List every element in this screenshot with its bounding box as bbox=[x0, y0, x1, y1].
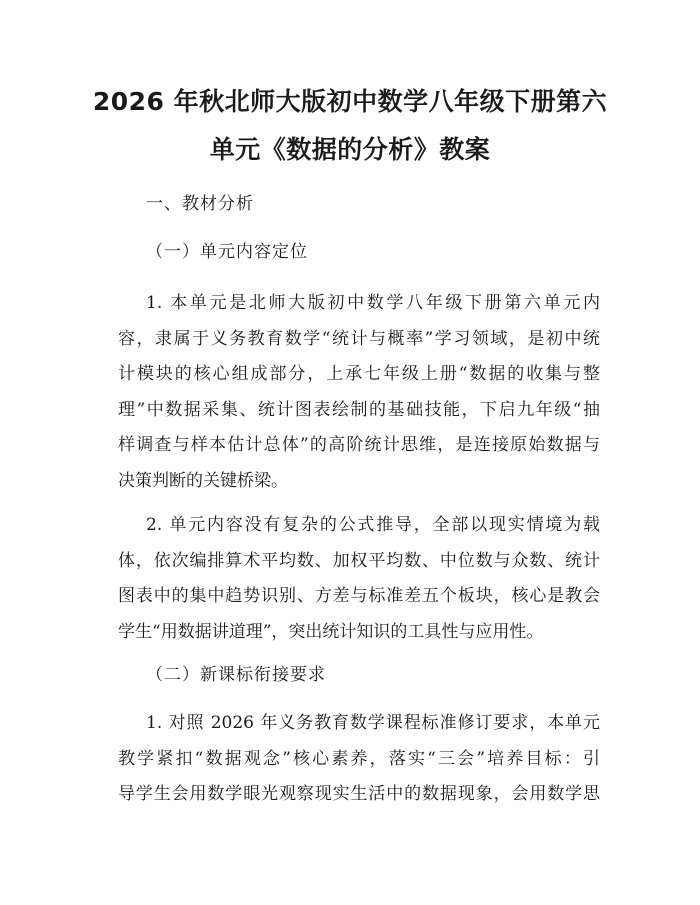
paragraph-line: 容，隶属于义务教育数学“统计与概率”学习领域，是初中统 bbox=[118, 328, 600, 349]
paragraph-line: 计模块的核心组成部分，上承七年级上册“数据的收集与整 bbox=[118, 364, 600, 384]
paragraph-line: 教学紧扣“数据观念”核心素养，落实“三会”培养目标：引 bbox=[118, 748, 600, 769]
paragraph-curriculum-standard-1 bbox=[118, 706, 600, 813]
paragraph-unit-positioning-2 bbox=[118, 508, 600, 650]
paragraph-line: 理”中数据采集、统计图表绘制的基础技能，下启九年级“抽 bbox=[118, 399, 600, 420]
paragraph-line: 2. 单元内容没有复杂的公式推导，全部以现实情境为载 bbox=[146, 515, 600, 535]
paragraph-line: 导学生会用数学眼光观察现实生活中的数据现象，会用数学思 bbox=[118, 784, 600, 804]
paragraph-line: 样调查与样本估计总体”的高阶统计思维，是连接原始数据与 bbox=[118, 435, 600, 455]
paragraph-line: 1. 对照 2026 年义务教育数学课程标准修订要求，本单元 bbox=[146, 713, 600, 733]
document-title-line-2: 单元《数据的分析》教案 bbox=[209, 135, 491, 164]
document-title-line-1: 2026 年秋北师大版初中数学八年级下册第六 bbox=[92, 87, 608, 116]
paragraph-line: 决策判断的关键桥梁。 bbox=[118, 470, 288, 491]
section-heading-teaching-material-analysis: 一、教材分析 bbox=[146, 194, 254, 214]
paragraph-unit-positioning-1 bbox=[118, 286, 600, 499]
paragraph-line: 体，依次编排算术平均数、加权平均数、中位数与众数、统计 bbox=[118, 550, 600, 571]
subsection-heading-curriculum-standard: （二）新课标衔接要求 bbox=[146, 665, 326, 685]
paragraph-line: 1. 本单元是北师大版初中数学八年级下册第六单元内 bbox=[146, 293, 600, 313]
subsection-heading-unit-positioning: （一）单元内容定位 bbox=[146, 242, 308, 262]
paragraph-line: 学生“用数据讲道理”，突出统计知识的工具性与应用性。 bbox=[118, 621, 544, 642]
paragraph-line: 图表中的集中趋势识别、方差与标准差五个板块，核心是教会 bbox=[118, 586, 600, 606]
